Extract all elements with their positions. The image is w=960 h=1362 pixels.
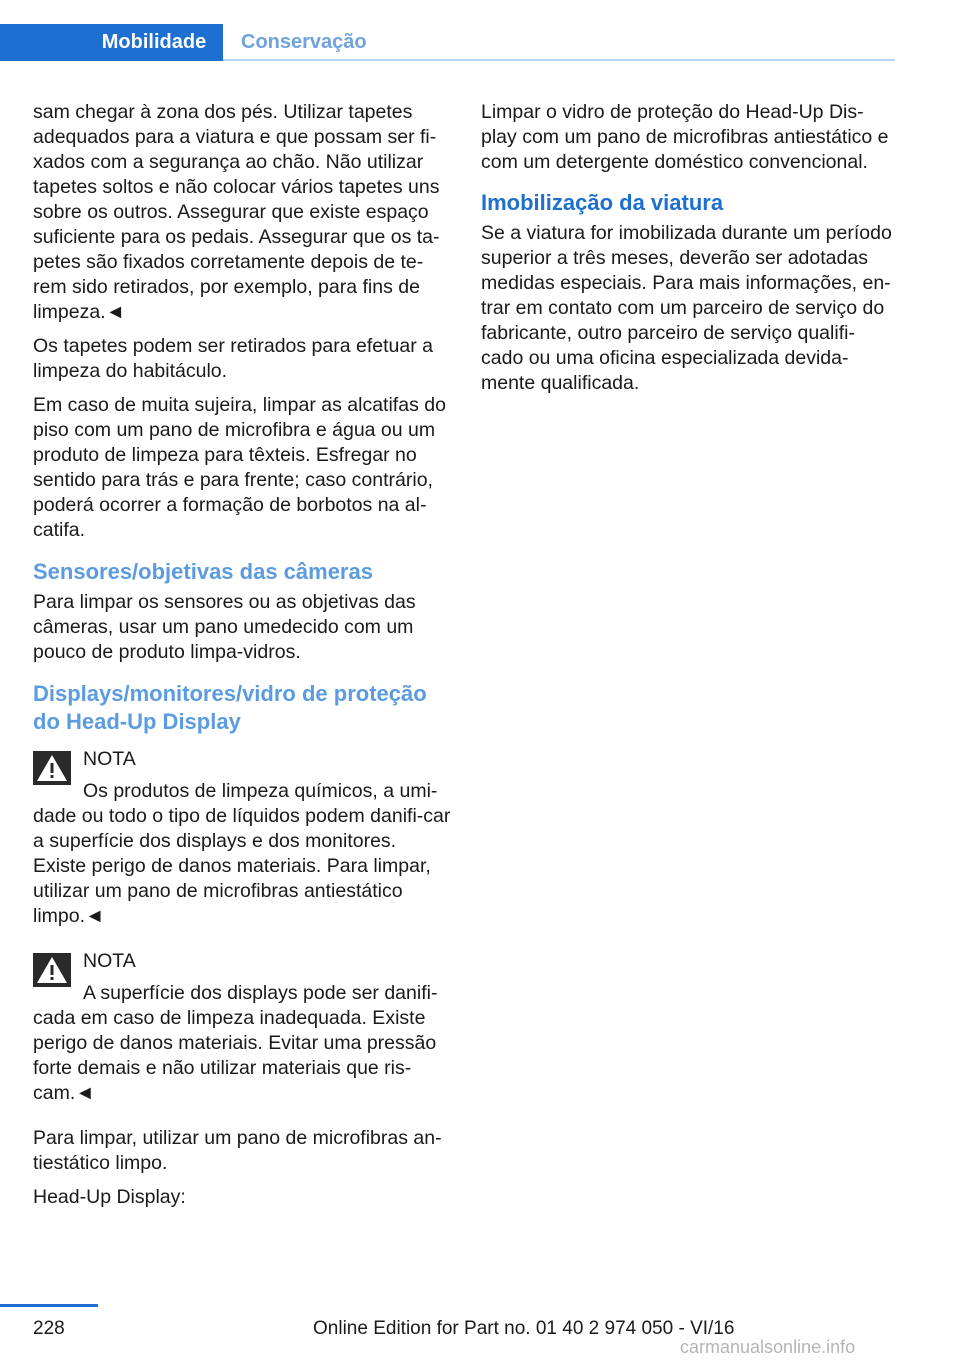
paragraph: Se a viatura for imobilizada durante um período superior a três meses, deverão ser adotadas medidas especiais. Para mais informações, en-trar em contato com um parceiro de serviço do fabricante, outro parceiro de serviço qualifi-cado ou uma oficina especializada devida-mente qualificada. [481,222,892,394]
note-body: A superfície dos displays pode ser danifi-cada em caso de limpeza inadequada. Existe perigo de danos materiais. Evitar uma pressão forte demais e não utilizar materiais que ris-cam.◄ [33,982,438,1104]
edition-text: Online Edition for Part no. 01 40 2 974 050 - VI/16 [313,1318,735,1339]
page-number: 228 [33,1318,65,1339]
footer-accent-line [0,1304,98,1307]
paragraph: Em caso de muita sujeira, limpar as alcatifas do piso com um pano de microfibra e água ou um produto de limpeza para têxteis. Esfregar no sentido para trás e para frente; caso contrário, poderá ocorrer a formação de borbotos na al-catifa. [33,394,446,541]
warning-triangle-icon [33,751,71,785]
section-heading-displays: Displays/monitores/vidro de proteção do Head-Up Display [33,681,427,734]
right-column [481,100,897,405]
paragraph: Para limpar os sensores ou as objetivas das câmeras, usar um pano umedecido com um pouco de produto limpa-vidros. [33,591,416,663]
paragraph: Limpar o vidro de proteção do Head-Up Dis-play com um pano de microfibras antiestático e com um detergente doméstico convencional. [481,101,889,173]
paragraph: sam chegar à zona dos pés. Utilizar tapetes adequados para a viatura e que possam ser fi-xados com a segurança ao chão. Não utilizar tapetes soltos e não colocar vários tapetes uns sobre os outros. Assegurar que existe espaço suficiente para os pedais. Assegurar que os ta-petes são fixados corretamente depois de te-rem sido retirados, por exemplo, para fins de limpeza.◄ [33,101,440,323]
warning-note [33,949,451,1106]
section-heading-immobilization: Imobilização da viatura [481,190,724,215]
warning-triangle-icon [33,953,71,987]
tab-mobilidade[interactable]: Mobilidade [0,24,223,61]
header-divider [223,59,895,61]
paragraph: Head-Up Display: [33,1186,186,1208]
paragraph: Os tapetes podem ser retirados para efetuar a limpeza do habitáculo. [33,335,433,382]
header-tabs [0,0,960,64]
note-title: NOTA [83,748,136,770]
paragraph: Para limpar, utilizar um pano de microfibras an-tiestático limpo. [33,1127,442,1174]
note-title: NOTA [83,950,136,972]
warning-note [33,747,451,929]
section-heading-sensors: Sensores/objetivas das câmeras [33,559,373,584]
tab-conservacao[interactable]: Conservação [241,31,367,53]
left-column [33,100,451,1219]
watermark: carmanualsonline.info [680,1337,856,1357]
note-body: Os produtos de limpeza químicos, a umi-dade ou todo o tipo de líquidos podem danifi-car a superfície dos displays e dos monitores. Existe perigo de danos materiais. Para limpar, utilizar um pano de microfibras antiestático limpo.◄ [33,780,451,927]
